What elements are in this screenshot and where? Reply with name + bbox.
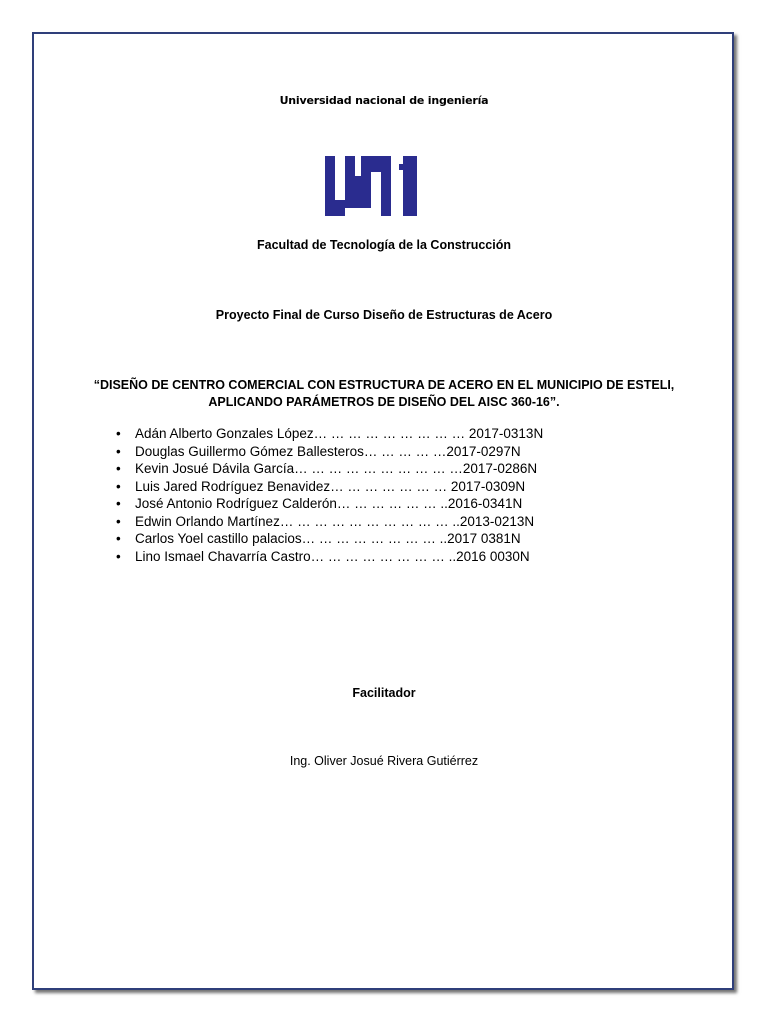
list-item: • Carlos Yoel castillo palacios… … … … … … … … ..2017 0381N — [116, 530, 543, 548]
list-item: • Kevin Josué Dávila García… … … … … … … … … …2017-0286N — [116, 460, 543, 478]
project-title: Proyecto Final de Curso Diseño de Estructuras de Acero — [215, 308, 553, 322]
facilitator-heading: Facilitador — [352, 686, 416, 700]
uni-logo-icon — [325, 156, 417, 216]
list-item: • Edwin Orlando Martínez… … … … … … … … … … ..2013-0213N — [116, 513, 543, 531]
list-item: • Luis Jared Rodríguez Benavidez… … … … … … … 2017-0309N — [116, 478, 543, 496]
university-name: Universidad nacional de ingeniería — [279, 94, 489, 107]
facilitator-name: Ing. Oliver Josué Rivera Gutiérrez — [289, 754, 479, 768]
list-item: • Douglas Guillermo Gómez Ballesteros… … … … …2017-0297N — [116, 443, 543, 461]
thesis-title: “DISEÑO DE CENTRO COMERCIAL CON ESTRUCTURA DE ACERO EN EL MUNICIPIO DE ESTELI, APLICANDO PARÁMETROS DE DISEÑO DEL AISC 360-16”. — [93, 378, 675, 409]
list-item: • Lino Ismael Chavarría Castro… … … … … … … … ..2016 0030N — [116, 548, 543, 566]
student-list — [116, 425, 543, 565]
uni-logo — [325, 156, 417, 216]
list-item: • José Antonio Rodríguez Calderón… … … … … … ..2016-0341N — [116, 495, 543, 513]
list-item: • Adán Alberto Gonzales López… … … … … … … … … 2017-0313N — [116, 425, 543, 443]
faculty-name: Facultad de Tecnología de la Construcción — [257, 238, 511, 252]
